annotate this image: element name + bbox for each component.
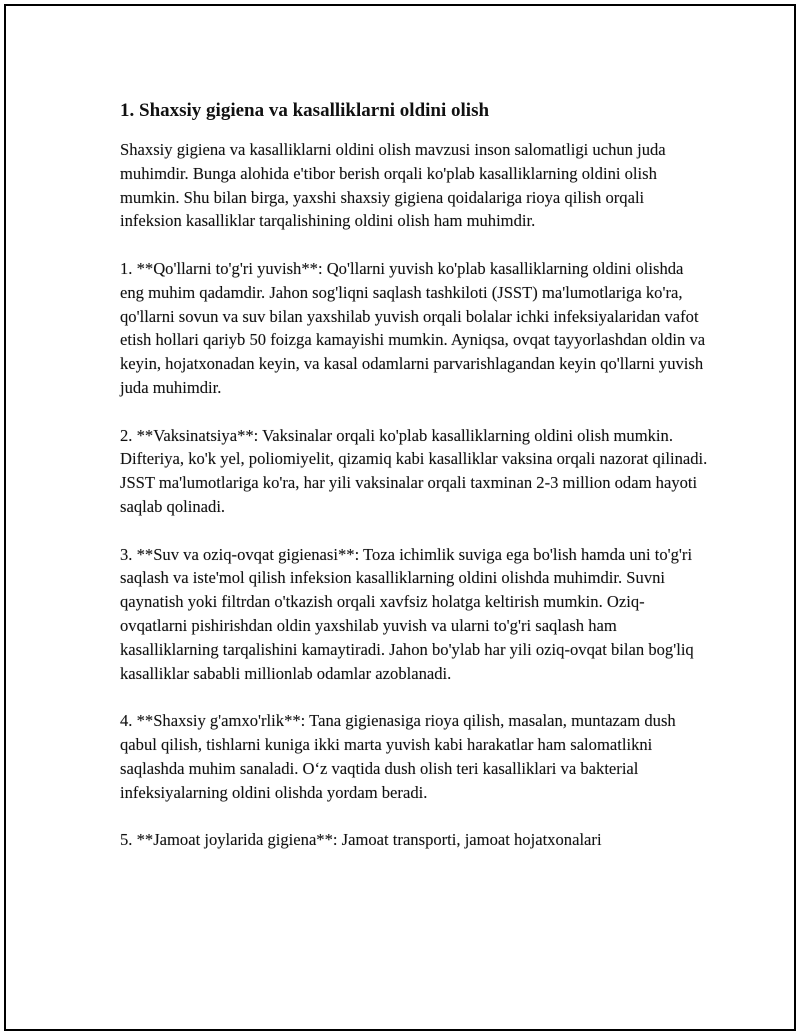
- paragraph-vaccination: 2. **Vaksinatsiya**: Vaksinalar orqali ko'plab kasalliklarning oldini olish mumkin. Difteriya, ko'k yel, poliomiyelit, qizamiq kabi kasalliklar vaksina orqali nazorat qilinadi. JSST ma'lumotlariga ko'ra, har yili vaksinalar orqali taxminan 2-3 million odam hayoti saqlab qolinadi.: [120, 425, 708, 516]
- intro-paragraph: Shaxsiy gigiena va kasalliklarni oldini olish mavzusi inson salomatligi uchun juda muhimdir. Bunga alohida e'tibor berish orqali ko'plab kasalliklarning oldini olish mumkin. Shu bilan birga, yaxshi shaxsiy gigiena qoidalariga rioya qilish orqali infeksion kasalliklar tarqalishining oldini olish ham muhimdir.: [120, 140, 666, 231]
- section-heading: 1. Shaxsiy gigiena va kasalliklarni oldini olish: [120, 100, 490, 121]
- document-body: [120, 98, 710, 876]
- paragraph-personal-care: 4. **Shaxsiy g'amxo'rlik**: Tana gigienasiga rioya qilish, masalan, muntazam dush qabul qilish, tishlarni kuniga ikki marta yuvish kabi harakatlar ham salomatlikni saqlashda muhim sanaladi. O‘z vaqtida dush olish teri kasalliklari va bakterial infeksiyalarning oldini olishda yordam beradi.: [120, 711, 676, 802]
- paragraph-water-food-hygiene: 3. **Suv va oziq-ovqat gigienasi**: Toza ichimlik suviga ega bo'lish hamda uni to'g'ri saqlash va iste'mol qilish infeksion kasalliklarning oldini olishda muhimdir. Suvni qaynatish yoki filtrdan o'tkazish orqali xavfsiz holatga keltirish mumkin. Oziq-ovqatlarni pishirishdan oldin yaxshilab yuvish va ularni to'g'ri saqlash ham kasalliklarning tarqalishini kamaytiradi. Jahon bo'ylab har yili oziq-ovqat bilan bog'liq kasalliklar sababli millionlab odamlar azoblanadi.: [120, 544, 694, 683]
- paragraph-hand-washing: 1. **Qo'llarni to'g'ri yuvish**: Qo'llarni yuvish ko'plab kasalliklarning oldini olishda eng muhim qadamdir. Jahon sog'liqni saqlash tashkiloti (JSST) ma'lumotlariga ko'ra, qo'llarni sovun va suv bilan yaxshilab yuvish orqali bolalar ichki infeksiyalaridan vafot etish hollari qariyb 50 foizga kamayishi mumkin. Ayniqsa, ovqat tayyorlashdan oldin va keyin, hojatxonadan keyin, va kasal odamlarni parvarishlagandan keyin qo'llarni yuvish juda muhimdir.: [120, 258, 706, 397]
- paragraph-public-hygiene: 5. **Jamoat joylarida gigiena**: Jamoat transporti, jamoat hojatxonalari: [120, 830, 602, 850]
- page-frame: [4, 4, 796, 1031]
